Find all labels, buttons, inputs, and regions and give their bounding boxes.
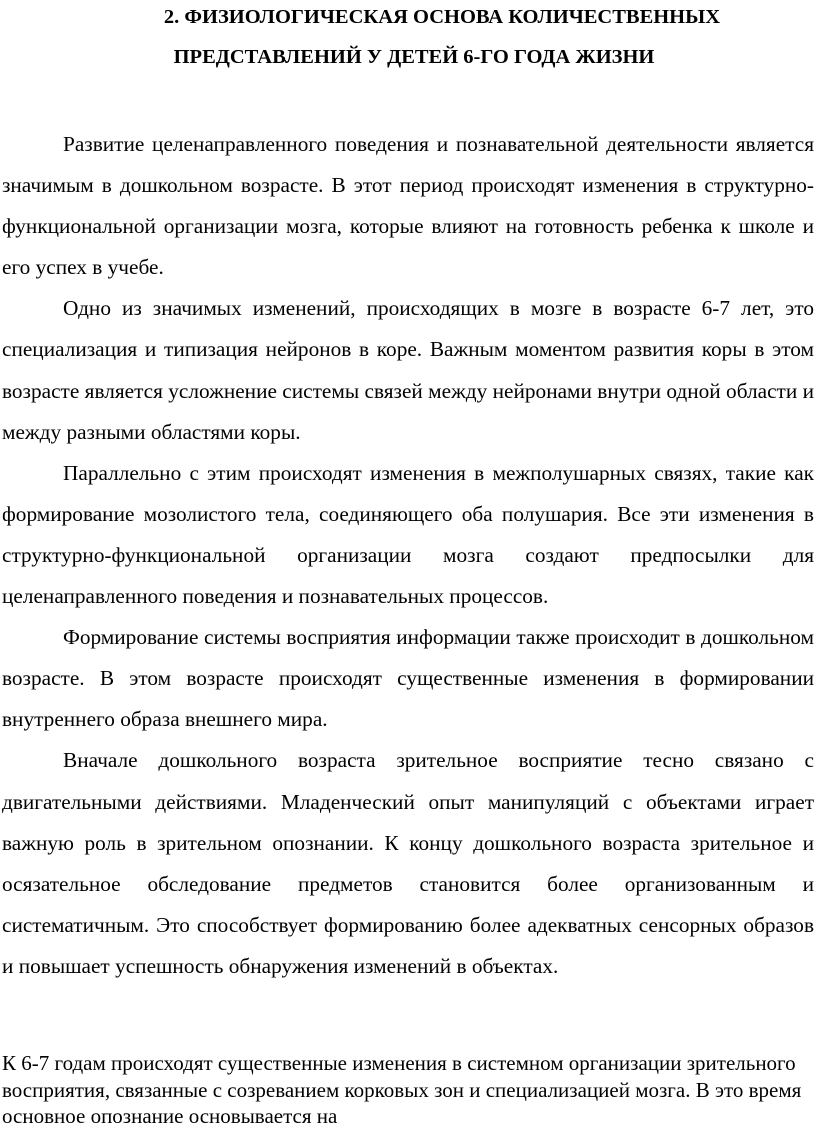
heading-line-1: 2. ФИЗИОЛОГИЧЕСКАЯ ОСНОВА КОЛИЧЕСТВЕННЫХ [163,6,721,28]
body-text [2,124,814,987]
paragraph-perception-system: Формирование системы восприятия информации также происходит в дошкольном возрасте. В этом возрасте происходят существенные изменения в формировании внутреннего образа внешнего мира. [2,625,814,732]
paragraph-tail: К 6-7 годам происходят существенные изменения в системном организации зрительного восприятия, связанные с созреванием корковых зон и специализацией мозга. В это время основное опознание основывается на [2,1051,802,1128]
paragraph-neuron-specialization: Одно из значимых изменений, происходящих в мозге в возрасте 6-7 лет, это специализация и типизация нейронов в коре. Важным моментом развития коры в этом возрасте является усложнение системы связей между нейронами внутри одной области и между разными областями коры. [2,296,814,444]
paragraph-interhemispheric-links: Параллельно с этим происходят изменения в межполушарных связях, такие как формирование мозолистого тела, соединяющего оба полушария. Все эти изменения в структурно-функциональной организации мозга создают предпосылки для целенаправленного поведения и познавательных процессов. [2,460,814,609]
paragraph-brain-development: Развитие целенаправленного поведения и познавательной деятельности является значимым в дошкольном возрасте. В этот период происходят изменения в структурно-функциональной организации мозга, которые влияют на готовность ребенка к школе и его успех в учебе. [2,132,814,280]
paragraph-visual-perception: Вначале дошкольного возраста зрительное восприятие тесно связано с двигательными действиями. Младенческий опыт манипуляций с объектами играет важную роль в зрительном опознании. К концу дошкольного возраста зрительное и осязательное обследование предметов становится более организованным и систематичным. Это способствует формированию более адекватных сенсорных образов и повышает успешность обнаружения изменений в объектах. [2,748,814,978]
heading-line-2: ПРЕДСТАВЛЕНИЙ У ДЕТЕЙ 6-ГО ГОДА ЖИЗНИ [173,46,655,68]
